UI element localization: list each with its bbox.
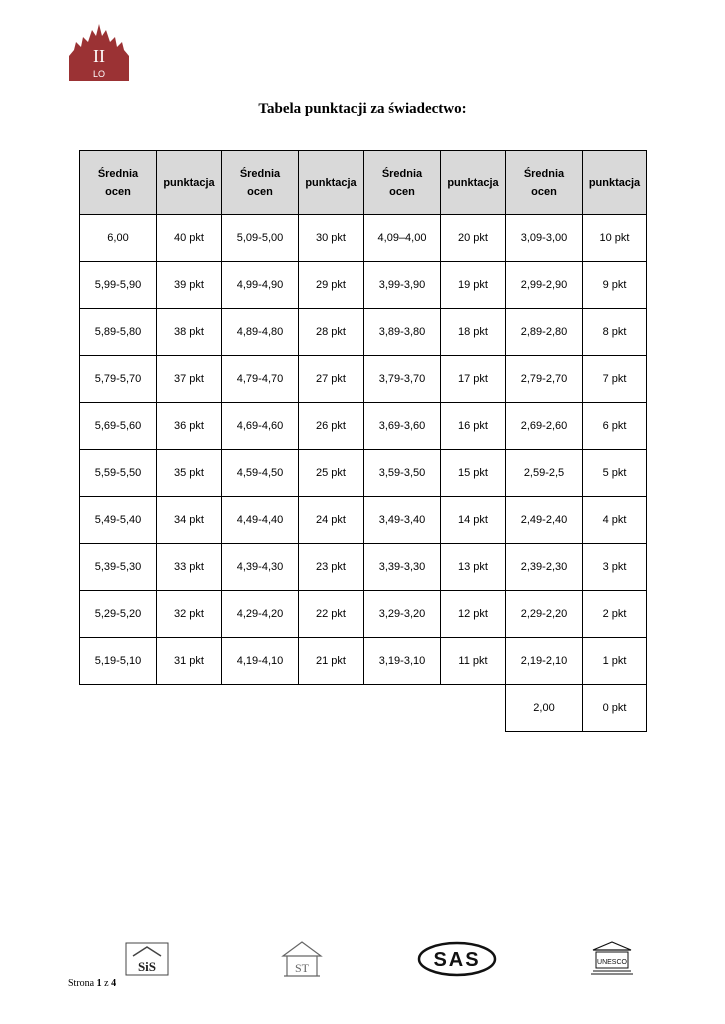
average-cell: 4,89-4,80	[222, 309, 299, 356]
average-cell: 2,89-2,80	[506, 309, 583, 356]
average-cell: 3,79-3,70	[364, 356, 441, 403]
points-cell: 28 pkt	[299, 309, 364, 356]
average-cell: 6,00	[80, 215, 157, 262]
average-cell: 4,09–4,00	[364, 215, 441, 262]
average-cell: 3,29-3,20	[364, 591, 441, 638]
page-title: Tabela punktacji za świadectwo:	[258, 101, 467, 117]
table-row	[80, 497, 647, 544]
table-header-row	[80, 151, 647, 215]
average-cell: 2,99-2,90	[506, 262, 583, 309]
points-cell: 5 pkt	[583, 450, 647, 497]
empty-cell	[299, 685, 364, 732]
average-cell: 5,59-5,50	[80, 450, 157, 497]
points-cell: 36 pkt	[157, 403, 222, 450]
sis-logo	[125, 942, 169, 981]
points-cell: 32 pkt	[157, 591, 222, 638]
points-cell: 1 pkt	[583, 638, 647, 685]
points-cell: 12 pkt	[441, 591, 506, 638]
header-average: Średnia ocen	[80, 151, 157, 215]
score-table	[79, 150, 647, 732]
table-row	[80, 591, 647, 638]
unesco-logo	[590, 940, 634, 983]
points-cell: 7 pkt	[583, 356, 647, 403]
svg-text:LO: LO	[92, 69, 106, 79]
average-cell: 4,69-4,60	[222, 403, 299, 450]
points-cell: 21 pkt	[299, 638, 364, 685]
sas-logo	[417, 941, 497, 982]
points-cell: 8 pkt	[583, 309, 647, 356]
average-cell: 5,89-5,80	[80, 309, 157, 356]
average-cell: 2,49-2,40	[506, 497, 583, 544]
points-cell: 24 pkt	[299, 497, 364, 544]
average-cell: 5,99-5,90	[80, 262, 157, 309]
table-row	[80, 309, 647, 356]
school-logo	[68, 24, 130, 82]
points-cell: 25 pkt	[299, 450, 364, 497]
average-cell: 2,29-2,20	[506, 591, 583, 638]
page-separator: z	[104, 978, 109, 989]
points-cell: 14 pkt	[441, 497, 506, 544]
points-cell: 23 pkt	[299, 544, 364, 591]
table-row	[80, 403, 647, 450]
svg-text:SAS: SAS	[433, 949, 481, 971]
average-cell: 2,79-2,70	[506, 356, 583, 403]
points-cell: 18 pkt	[441, 309, 506, 356]
points-cell: 29 pkt	[299, 262, 364, 309]
average-cell: 5,39-5,30	[80, 544, 157, 591]
points-cell: 11 pkt	[441, 638, 506, 685]
points-cell: 0 pkt	[583, 685, 647, 732]
page-total: 4	[111, 978, 117, 989]
average-cell: 5,49-5,40	[80, 497, 157, 544]
average-cell: 2,00	[506, 685, 583, 732]
points-cell: 31 pkt	[157, 638, 222, 685]
points-cell: 15 pkt	[441, 450, 506, 497]
points-cell: 27 pkt	[299, 356, 364, 403]
average-cell: 5,09-5,00	[222, 215, 299, 262]
table-row	[80, 215, 647, 262]
school-logo-icon	[68, 24, 130, 82]
average-cell: 5,29-5,20	[80, 591, 157, 638]
points-cell: 26 pkt	[299, 403, 364, 450]
average-cell: 4,79-4,70	[222, 356, 299, 403]
average-cell: 4,99-4,90	[222, 262, 299, 309]
points-cell: 20 pkt	[441, 215, 506, 262]
average-cell: 4,29-4,20	[222, 591, 299, 638]
points-cell: 16 pkt	[441, 403, 506, 450]
points-cell: 19 pkt	[441, 262, 506, 309]
points-cell: 30 pkt	[299, 215, 364, 262]
points-cell: 38 pkt	[157, 309, 222, 356]
points-cell: 13 pkt	[441, 544, 506, 591]
average-cell: 3,39-3,30	[364, 544, 441, 591]
points-cell: 17 pkt	[441, 356, 506, 403]
average-cell: 4,19-4,10	[222, 638, 299, 685]
points-cell: 2 pkt	[583, 591, 647, 638]
svg-text:II: II	[93, 46, 105, 66]
st-logo	[281, 940, 323, 983]
average-cell: 2,19-2,10	[506, 638, 583, 685]
points-cell: 9 pkt	[583, 262, 647, 309]
header-points: punktacja	[441, 151, 506, 215]
table-row	[80, 450, 647, 497]
empty-cell	[80, 685, 157, 732]
table-row	[80, 262, 647, 309]
average-cell: 3,99-3,90	[364, 262, 441, 309]
points-cell: 22 pkt	[299, 591, 364, 638]
points-cell: 37 pkt	[157, 356, 222, 403]
header-average: Średnia ocen	[222, 151, 299, 215]
empty-cell	[364, 685, 441, 732]
average-cell: 5,79-5,70	[80, 356, 157, 403]
header-points: punktacja	[157, 151, 222, 215]
svg-text:UNESCO: UNESCO	[597, 959, 627, 966]
empty-cell	[157, 685, 222, 732]
points-cell: 33 pkt	[157, 544, 222, 591]
points-cell: 34 pkt	[157, 497, 222, 544]
header-average: Średnia ocen	[506, 151, 583, 215]
table-row	[80, 544, 647, 591]
average-cell: 2,39-2,30	[506, 544, 583, 591]
average-cell: 3,19-3,10	[364, 638, 441, 685]
svg-text:SiS: SiS	[137, 959, 157, 974]
empty-cell	[222, 685, 299, 732]
average-cell: 4,49-4,40	[222, 497, 299, 544]
header-points: punktacja	[583, 151, 647, 215]
points-cell: 39 pkt	[157, 262, 222, 309]
average-cell: 4,59-4,50	[222, 450, 299, 497]
average-cell: 5,19-5,10	[80, 638, 157, 685]
average-cell: 3,09-3,00	[506, 215, 583, 262]
header-points: punktacja	[299, 151, 364, 215]
average-cell: 2,69-2,60	[506, 403, 583, 450]
svg-text:ST: ST	[294, 961, 310, 975]
table-row	[80, 638, 647, 685]
page-current: 1	[96, 978, 102, 989]
average-cell: 3,69-3,60	[364, 403, 441, 450]
page-prefix: Strona	[68, 978, 95, 989]
average-cell: 3,49-3,40	[364, 497, 441, 544]
header-average: Średnia ocen	[364, 151, 441, 215]
points-cell: 10 pkt	[583, 215, 647, 262]
page-number	[68, 978, 116, 989]
empty-cell	[441, 685, 506, 732]
average-cell: 3,89-3,80	[364, 309, 441, 356]
points-cell: 4 pkt	[583, 497, 647, 544]
table-row-extra	[80, 685, 647, 732]
average-cell: 4,39-4,30	[222, 544, 299, 591]
points-cell: 40 pkt	[157, 215, 222, 262]
points-cell: 3 pkt	[583, 544, 647, 591]
points-cell: 6 pkt	[583, 403, 647, 450]
average-cell: 3,59-3,50	[364, 450, 441, 497]
average-cell: 2,59-2,5	[506, 450, 583, 497]
average-cell: 5,69-5,60	[80, 403, 157, 450]
points-cell: 35 pkt	[157, 450, 222, 497]
table-row	[80, 356, 647, 403]
